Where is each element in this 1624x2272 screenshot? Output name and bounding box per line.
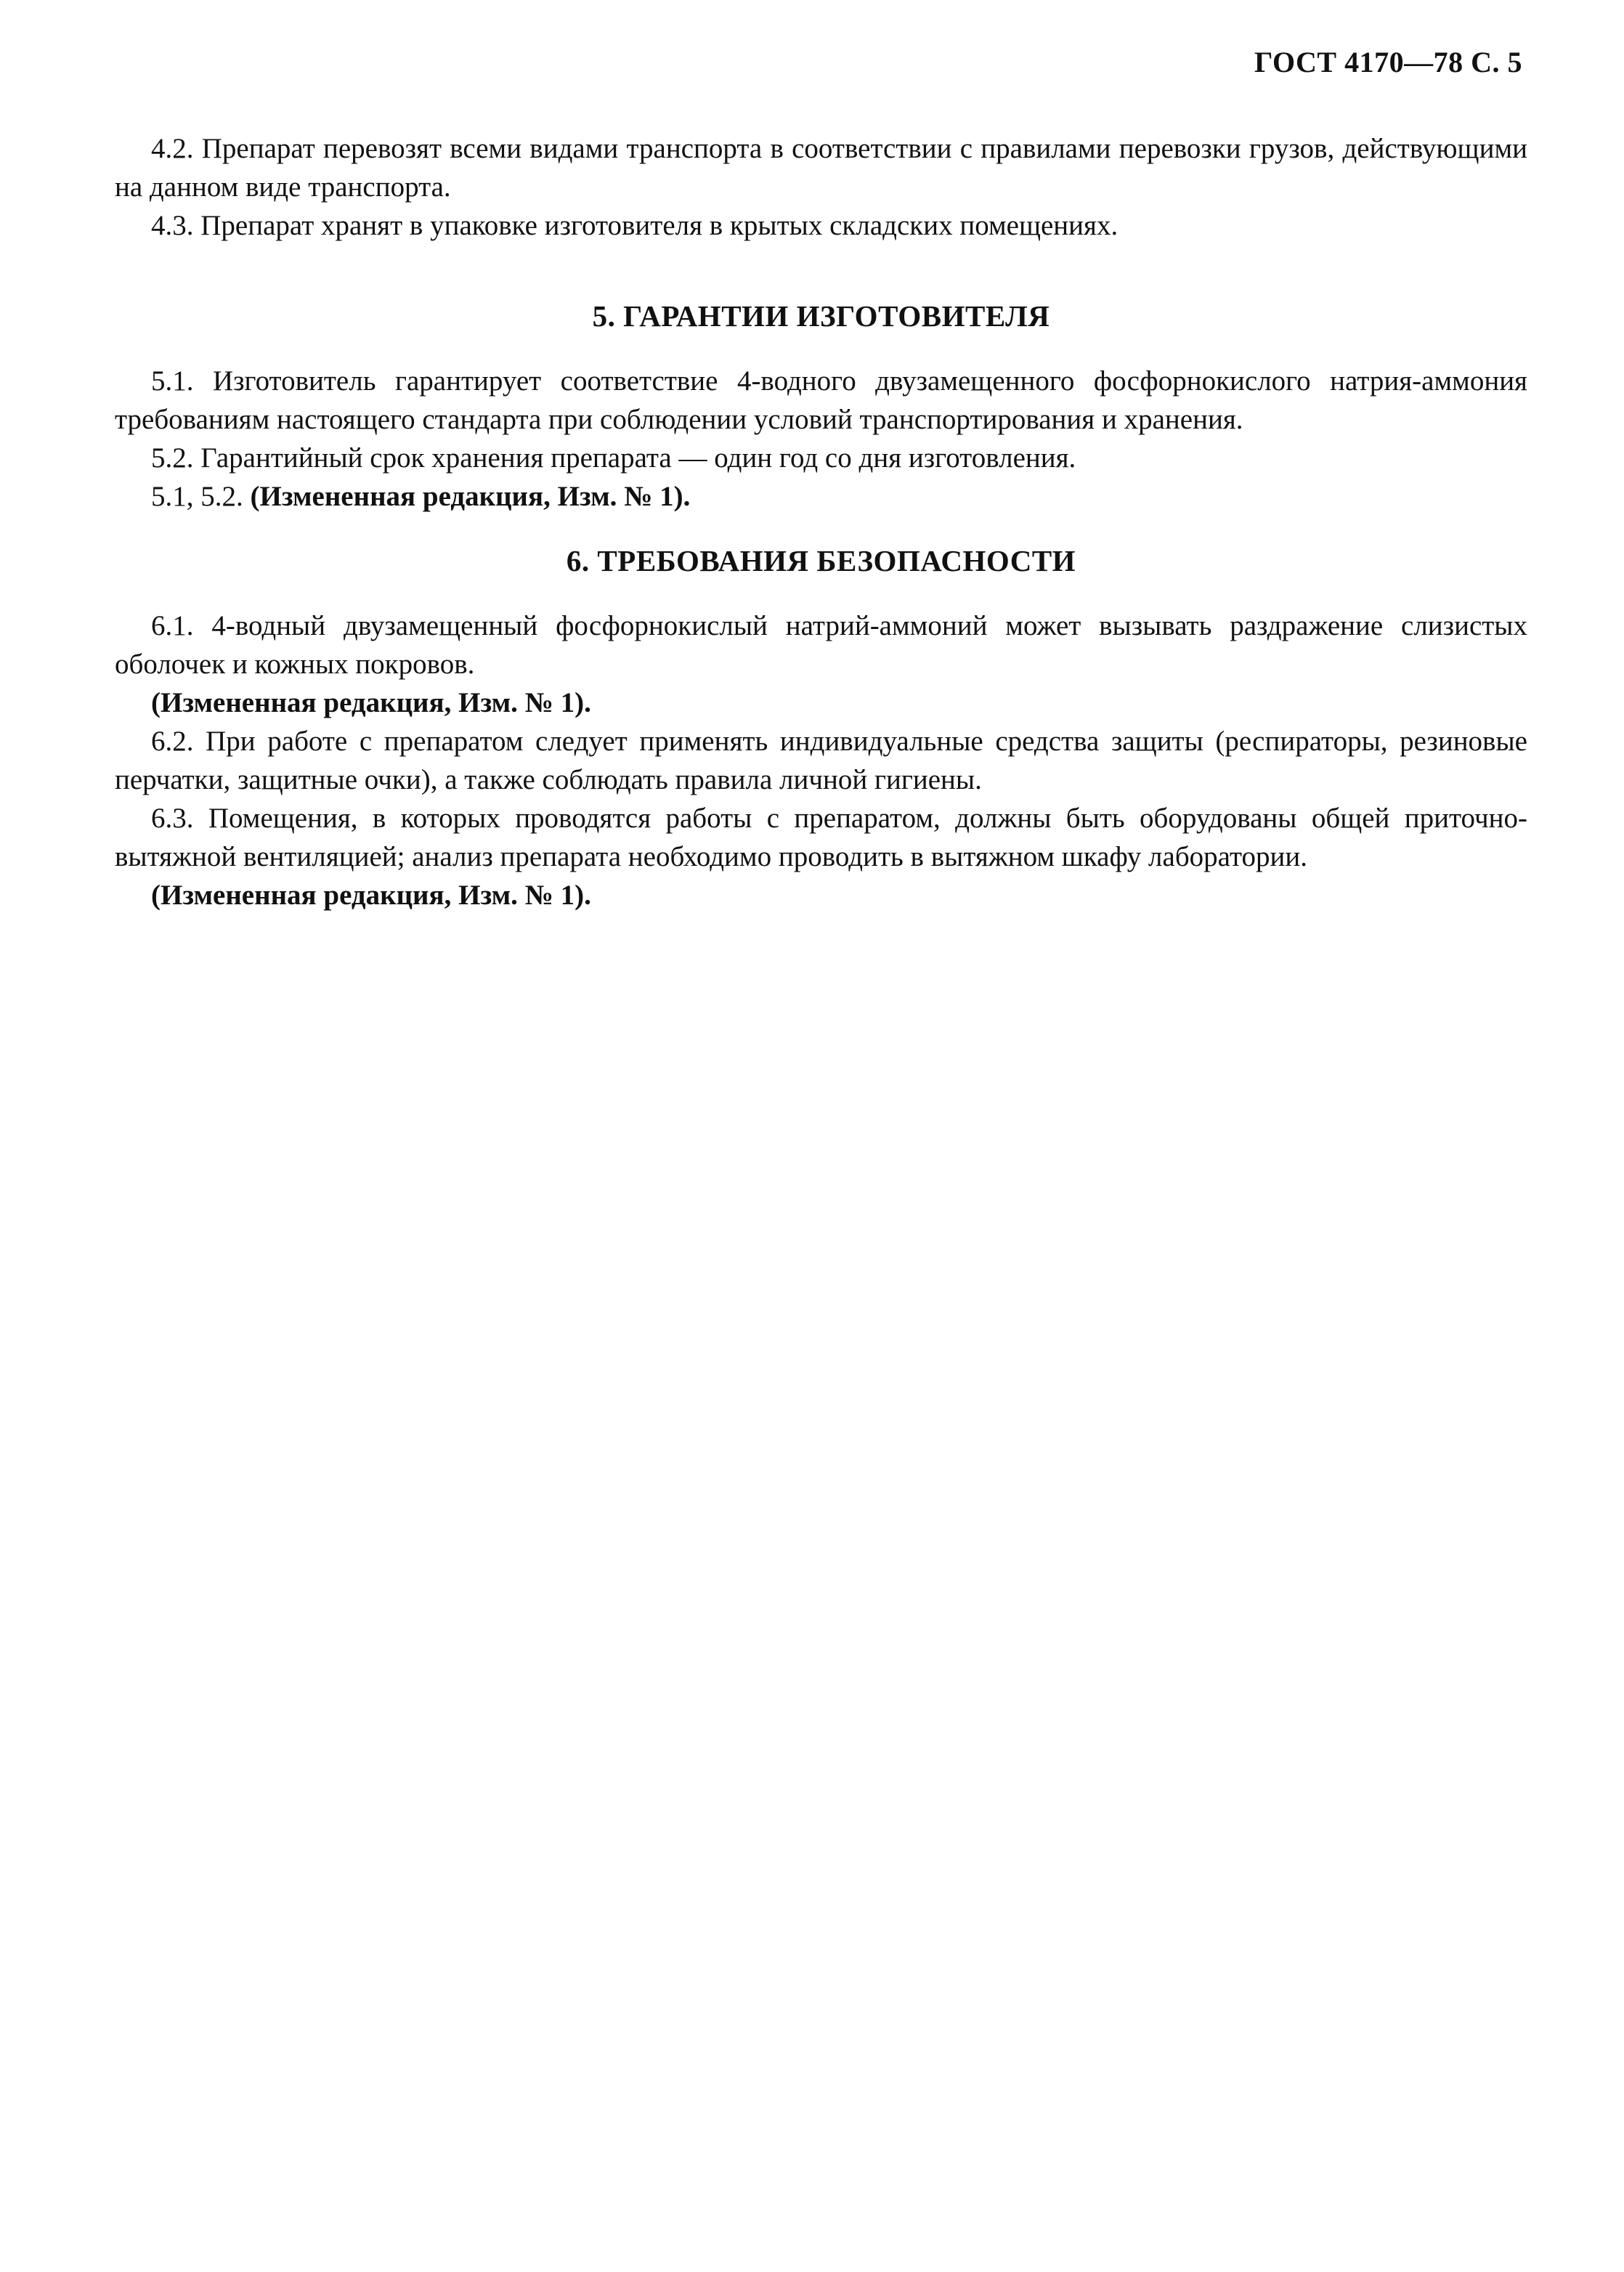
section-5-title: 5. ГАРАНТИИ ИЗГОТОВИТЕЛЯ	[592, 299, 1050, 333]
amendment-text: (Измененная редакция, Изм. № 1).	[250, 481, 691, 512]
document-body	[115, 129, 1527, 914]
section-6-title: 6. ТРЕБОВАНИЯ БЕЗОПАСНОСТИ	[566, 544, 1076, 577]
amendment-note-5	[115, 477, 1527, 516]
page-header: ГОСТ 4170—78 С. 5	[1254, 46, 1522, 78]
paragraph-6-3: 6.3. Помещения, в которых проводятся работы с препаратом, должны быть оборудованы общей приточно-вытяжной вентиляцией; анализ препарата необходимо проводить в вытяжном шкафу лаборатории.	[115, 803, 1527, 872]
amendment-label: 5.1, 5.2.	[151, 481, 243, 512]
paragraph-4-2: 4.2. Препарат перевозят всеми видами транспорта в соответствии с правилами перевозки грузов, действующими на данном виде транспорта.	[115, 133, 1527, 203]
paragraph-5-1: 5.1. Изготовитель гарантирует соответствие 4-водного двузамещенного фосфорнокислого натрия-аммония требованиям настоящего стандарта при соблюдении условий транспортирования и хранения.	[115, 365, 1527, 435]
paragraph-5-2: 5.2. Гарантийный срок хранения препарата — один год со дня изготовления.	[151, 442, 1076, 474]
paragraph-4-3: 4.3. Препарат хранят в упаковке изготовителя в крытых складских помещениях.	[151, 210, 1118, 241]
paragraph-6-2: 6.2. При работе с препаратом следует применять индивидуальные средства защиты (респираторы, резиновые перчатки, защитные очки), а также соблюдать правила личной гигиены.	[115, 726, 1527, 795]
amendment-note-6-1: (Измененная редакция, Изм. № 1).	[151, 687, 591, 718]
paragraph-6-1: 6.1. 4-водный двузамещенный фосфорнокислый натрий-аммоний может вызывать раздражение слизистых оболочек и кожных покровов.	[115, 610, 1527, 680]
amendment-note-6-3: (Измененная редакция, Изм. № 1).	[151, 880, 591, 911]
